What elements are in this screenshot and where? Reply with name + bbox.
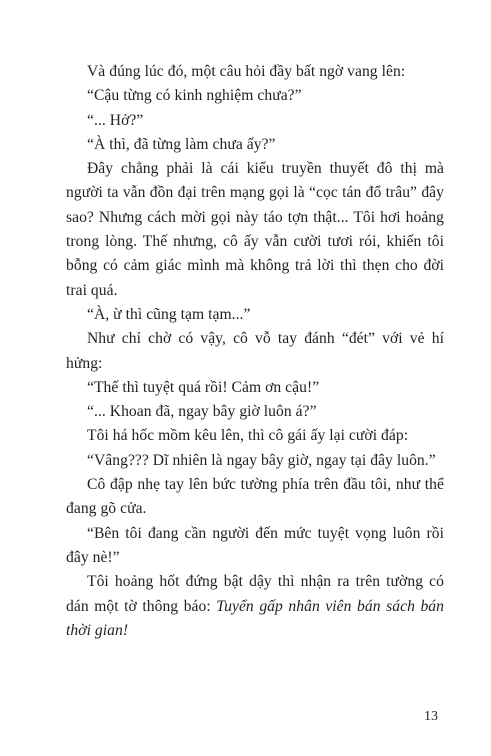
paragraph: Và đúng lúc đó, một câu hỏi đầy bất ngờ vang lên: bbox=[87, 63, 406, 80]
final-paragraph bbox=[66, 570, 444, 643]
paragraph: “Bên tôi đang cần người đến mức tuyệt vọng luôn rồi đây nè!” bbox=[66, 524, 444, 566]
paragraph: Đây chẳng phải là cái kiểu truyền thuyết đô thị mà người ta vẫn đồn đại trên mạng gọi là “cọc tán đổ trâu” đây sao? Nhưng cách mời gọi này táo tợn thật... Tôi hơi hoảng trong lòng. Thế nhưng, cô ấy vẫn cười tươi rói, khiến tôi bỗng có cảm giác mình mà không trả lời thì thẹn cho đời trai quá. bbox=[66, 160, 444, 299]
paragraph: Như chỉ chờ có vậy, cô vỗ tay đánh “đét” với vẻ hí hửng: bbox=[66, 330, 444, 372]
final-paragraph-text: Tôi hoảng hốt đứng bật dậy thì nhận ra trên tường có dán một tờ thông báo: bbox=[66, 573, 444, 615]
paragraph: “... Khoan đã, ngay bây giờ luôn á?” bbox=[87, 403, 317, 421]
paragraph: “À thì, đã từng làm chưa ấy?” bbox=[87, 135, 276, 153]
paragraph: “... Hở?” bbox=[87, 111, 144, 129]
paragraph: Cô đập nhẹ tay lên bức tường phía trên đầu tôi, như thể đang gõ cửa. bbox=[66, 476, 444, 518]
body-text bbox=[66, 60, 444, 643]
notice-text: Tuyển gấp nhân viên bán sách bán thời gian! bbox=[66, 597, 444, 639]
page-number: 13 bbox=[424, 709, 438, 724]
paragraph: Tôi há hốc mồm kêu lên, thì cô gái ấy lại cười đáp: bbox=[87, 427, 409, 445]
paragraph: “Thế thì tuyệt quá rồi! Cảm ơn cậu!” bbox=[87, 378, 320, 396]
paragraph: “À, ừ thì cũng tạm tạm...” bbox=[87, 305, 251, 323]
paragraph: “Vâng??? Dĩ nhiên là ngay bây giờ, ngay tại đây luôn.” bbox=[87, 451, 436, 469]
paragraph: “Cậu từng có kinh nghiệm chưa?” bbox=[87, 87, 302, 105]
